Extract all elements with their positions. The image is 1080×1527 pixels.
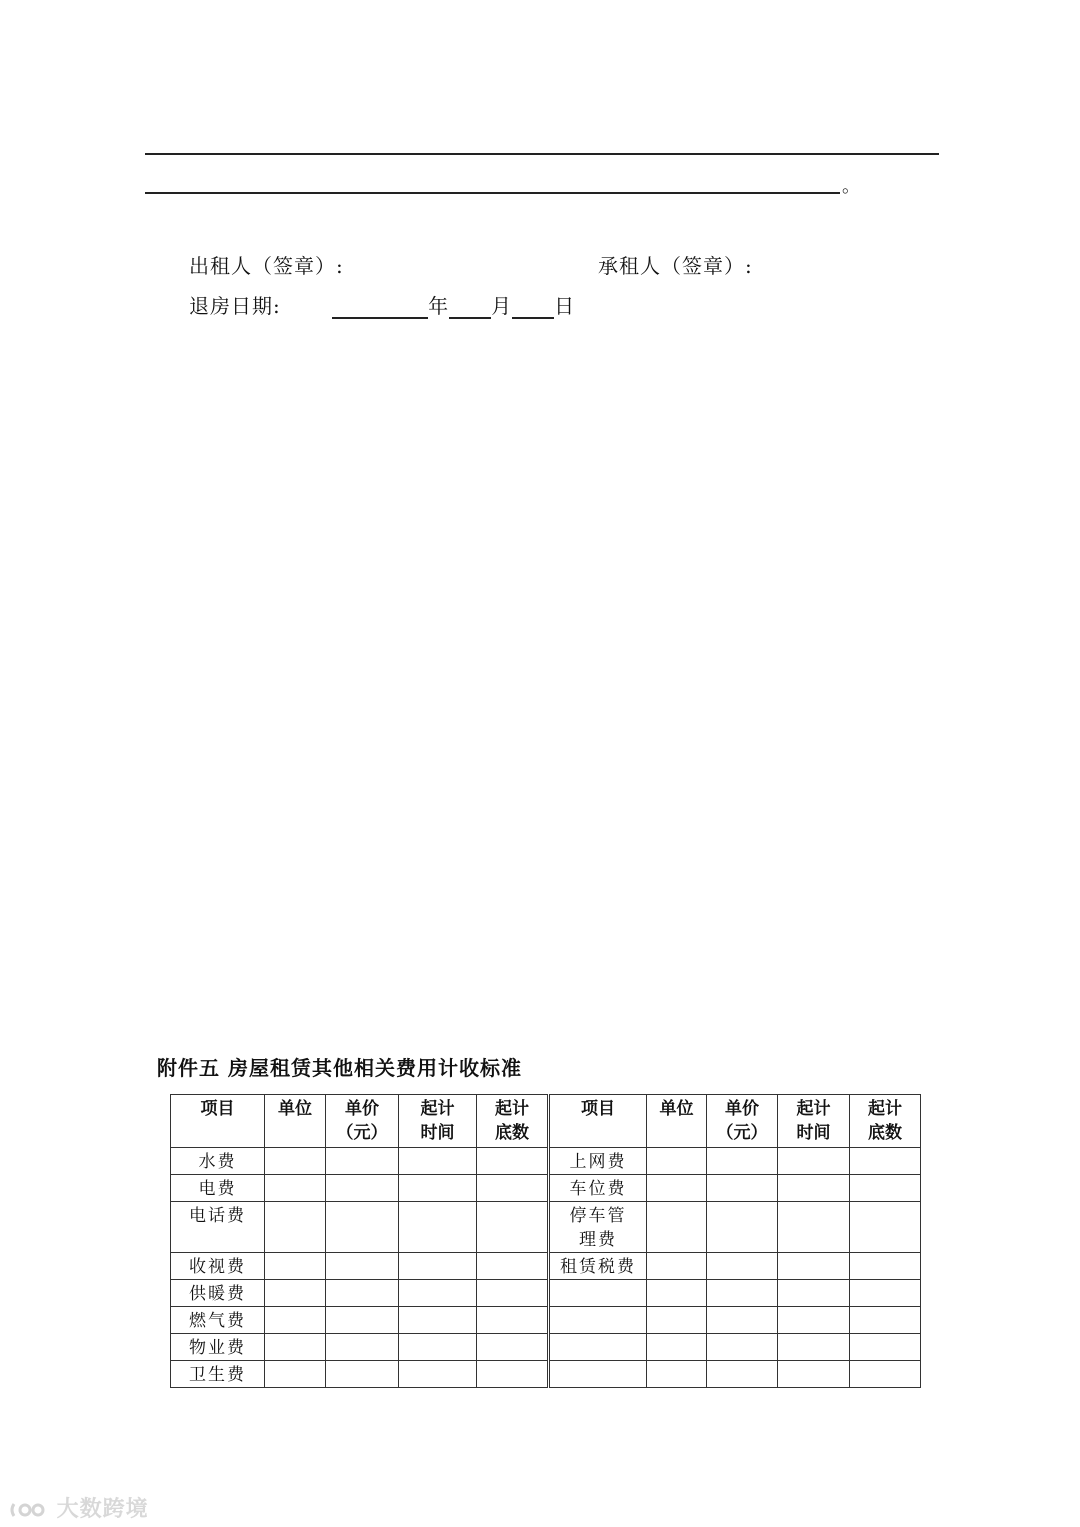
header-start-time: 起计 时间 [778, 1095, 850, 1148]
table-row [171, 1334, 921, 1361]
lessee-signature-label: 承租人（签章）: [598, 254, 753, 278]
fee-item-parking-space: 车位费 [549, 1175, 647, 1202]
watermark-logo [8, 1492, 149, 1523]
price-cell [326, 1361, 399, 1388]
price-cell [707, 1280, 778, 1307]
fee-item-telephone: 电话费 [171, 1202, 265, 1253]
unit-cell [265, 1253, 326, 1280]
start-base-cell [477, 1361, 549, 1388]
header-price: 单价 （元） [707, 1095, 778, 1148]
unit-cell [265, 1361, 326, 1388]
fee-item-heating: 供暖费 [171, 1280, 265, 1307]
price-cell [707, 1202, 778, 1253]
price-cell [707, 1307, 778, 1334]
empty-item-cell [549, 1307, 647, 1334]
day-label: 日 [554, 294, 576, 318]
start-time-cell [399, 1148, 477, 1175]
fee-item-internet: 上网费 [549, 1148, 647, 1175]
price-cell [707, 1334, 778, 1361]
start-time-cell [399, 1307, 477, 1334]
start-time-cell [399, 1175, 477, 1202]
start-base-cell [477, 1334, 549, 1361]
start-base-cell [477, 1280, 549, 1307]
price-cell [707, 1148, 778, 1175]
start-base-cell [477, 1148, 549, 1175]
unit-cell [647, 1202, 707, 1253]
fee-item-sanitation: 卫生费 [171, 1361, 265, 1388]
line-end-period: 。 [842, 176, 860, 197]
fee-item-property: 物业费 [171, 1334, 265, 1361]
start-time-cell [399, 1334, 477, 1361]
start-base-cell [477, 1175, 549, 1202]
start-time-cell [778, 1253, 850, 1280]
checkout-date-label: 退房日期: [189, 294, 281, 318]
fee-item-parking-management: 停车管理费 [549, 1202, 647, 1253]
header-item: 项目 [171, 1095, 265, 1148]
unit-cell [265, 1280, 326, 1307]
start-base-cell [850, 1307, 921, 1334]
header-price: 单价 （元） [326, 1095, 399, 1148]
price-cell [707, 1253, 778, 1280]
start-time-cell [399, 1361, 477, 1388]
table-row [171, 1175, 921, 1202]
start-base-cell [850, 1148, 921, 1175]
unit-cell [265, 1334, 326, 1361]
start-base-cell [850, 1361, 921, 1388]
start-base-cell [850, 1202, 921, 1253]
price-cell [326, 1280, 399, 1307]
start-base-cell [850, 1280, 921, 1307]
header-unit: 单位 [265, 1095, 326, 1148]
watermark-text: 大数跨境 [56, 1497, 149, 1522]
fee-item-water: 水费 [171, 1148, 265, 1175]
table-row [171, 1307, 921, 1334]
start-time-cell [778, 1334, 850, 1361]
unit-cell [647, 1334, 707, 1361]
month-blank [449, 295, 491, 319]
day-blank [512, 295, 554, 319]
start-time-cell [778, 1175, 850, 1202]
unit-cell [265, 1202, 326, 1253]
start-base-cell [850, 1253, 921, 1280]
unit-cell [647, 1148, 707, 1175]
price-cell [326, 1253, 399, 1280]
unit-cell [647, 1361, 707, 1388]
header-start-time: 起计 时间 [399, 1095, 477, 1148]
start-time-cell [778, 1148, 850, 1175]
price-cell [326, 1307, 399, 1334]
unit-cell [647, 1307, 707, 1334]
header-start-base: 起计 底数 [850, 1095, 921, 1148]
start-time-cell [399, 1253, 477, 1280]
start-time-cell [778, 1280, 850, 1307]
appendix-title: 附件五 房屋租赁其他相关费用计收标准 [157, 1056, 522, 1080]
start-time-cell [778, 1202, 850, 1253]
start-base-cell [850, 1334, 921, 1361]
fee-standards-table [170, 1094, 921, 1388]
price-cell [707, 1175, 778, 1202]
checkout-date-row [189, 290, 575, 319]
year-label: 年 [428, 294, 450, 318]
price-cell [326, 1148, 399, 1175]
table-header-row [171, 1095, 921, 1148]
table-row [171, 1253, 921, 1280]
empty-item-cell [549, 1361, 647, 1388]
header-start-base: 起计 底数 [477, 1095, 549, 1148]
fee-item-rental-tax: 租赁税费 [549, 1253, 647, 1280]
logo-icon [8, 1500, 48, 1520]
start-base-cell [850, 1175, 921, 1202]
year-blank [332, 295, 428, 319]
header-item: 项目 [549, 1095, 647, 1148]
fee-item-electricity: 电费 [171, 1175, 265, 1202]
start-time-cell [778, 1361, 850, 1388]
fill-in-line-1 [145, 153, 939, 155]
table-row [171, 1361, 921, 1388]
price-cell [707, 1361, 778, 1388]
empty-item-cell [549, 1280, 647, 1307]
empty-item-cell [549, 1334, 647, 1361]
start-base-cell [477, 1202, 549, 1253]
start-time-cell [778, 1307, 850, 1334]
unit-cell [647, 1280, 707, 1307]
price-cell [326, 1334, 399, 1361]
unit-cell [647, 1175, 707, 1202]
unit-cell [265, 1148, 326, 1175]
fee-item-gas: 燃气费 [171, 1307, 265, 1334]
unit-cell [647, 1253, 707, 1280]
price-cell [326, 1175, 399, 1202]
fee-item-tv: 收视费 [171, 1253, 265, 1280]
start-base-cell [477, 1253, 549, 1280]
start-time-cell [399, 1280, 477, 1307]
table-row [171, 1148, 921, 1175]
lessor-signature-label: 出租人（签章）: [189, 254, 344, 278]
fill-in-line-2 [145, 192, 840, 194]
unit-cell [265, 1307, 326, 1334]
table-row [171, 1202, 921, 1253]
header-unit: 单位 [647, 1095, 707, 1148]
unit-cell [265, 1175, 326, 1202]
start-time-cell [399, 1202, 477, 1253]
start-base-cell [477, 1307, 549, 1334]
price-cell [326, 1202, 399, 1253]
month-label: 月 [491, 294, 513, 318]
table-row [171, 1280, 921, 1307]
